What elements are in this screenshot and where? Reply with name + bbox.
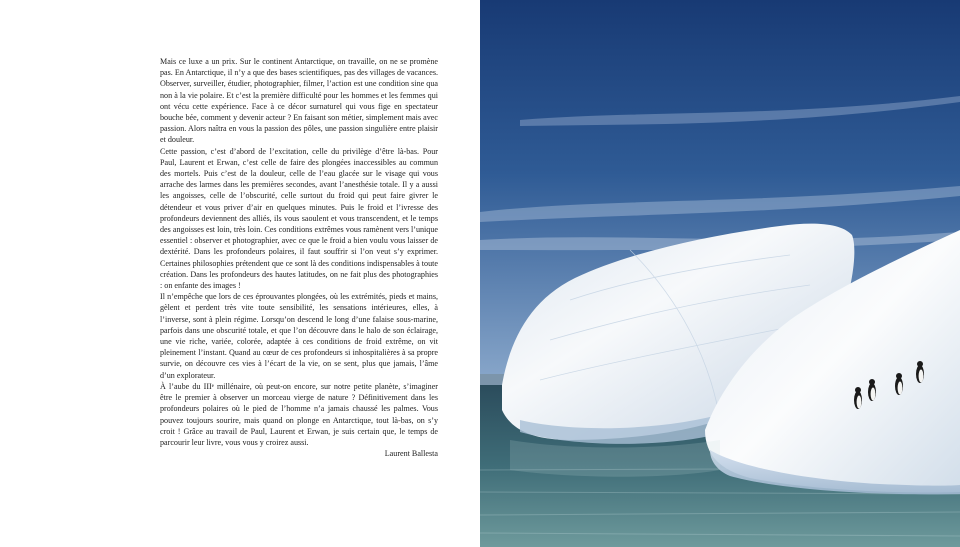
penguin-2 — [868, 379, 876, 401]
author-signature: Laurent Ballesta — [384, 449, 438, 459]
photo-page — [480, 0, 960, 547]
essay-text-block — [160, 56, 438, 459]
penguin-1 — [854, 387, 862, 409]
penguin-4 — [916, 361, 924, 383]
essay-paragraph-4: À l’aube du IIIᵉ millénaire, où peut-on encore, sur notre petite planète, s’imaginer être le premier à observer un morceau vierge de nature ? Définitivement dans les profondeurs polaires où le pied de l’homme n’a jamais chaussé les palmes. Vous pouvez toujours sourire, mais quand on plonge en Antarctique, tout là-bas, on s’y croit ! Grâce au travail de Paul, Laurent et Erwan, je suis certain que, le temps de parcourir leur livre, vous vous y croirez aussi. — [160, 381, 438, 447]
penguin-3 — [895, 373, 903, 395]
essay-paragraph-1: Mais ce luxe a un prix. Sur le continent Antarctique, on travaille, on ne se promène pas. En Antarctique, il n’y a que des bases scientifiques, pas des villages de vacances. Observer, surveiller, étudier, photographier, filmer, l’action est une condition sine qua non à la vie polaire. Et c’est la première difficulté pour les hommes et les femmes qui ont vécu cette expérience. Face à ce décor surnaturel qui vous fige en spectateur bouche bée, comment y devenir acteur ? En faisant son métier, simplement mais avec passion. Alors naîtra en vous la passion des pôles, une passion singulière entre plaisir et douleur. — [160, 57, 438, 145]
essay-paragraph-3: Il n’empêche que lors de ces éprouvantes plongées, où les extrémités, pieds et mains, gèlent et perdent très vite toute sensibilité, les sensations intérieures, elles, à l’inverse, sont à plein régime. Lorsqu’on descend le long d’une falaise sous-marine, parfois dans une obscurité totale, et que l’on découvre dans le halo de son éclairage, une vie riche, variée, colorée, adaptée à ces conditions de froid extrême, on vit pleinement l’instant. Quand au cœur de ces profondeurs si inhospitalières à sa propre survie, on découvre ces vies à l’écart de la vie, on se sent, plus que jamais, l’âme d’un explorateur. — [160, 292, 438, 380]
iceberg-photo — [480, 0, 960, 547]
essay-paragraph-2: Cette passion, c’est d’abord de l’excitation, celle du privilège d’être là-bas. Pour Paul, Laurent et Erwan, c’est celle de faire des plongées inaccessibles au commun des mortels. Puis c’est de la douleur, celle de l’eau glacée sur le visage qui vous arrache des larmes dans les premières secondes, avant l’anesthésie totale. Il y a aussi les angoisses, celle de l’obscurité, celle surtout du froid qui peut faire givrer le détendeur et vous priver d’air en quelques minutes. Puis le froid et l’ivresse des profondeurs deviennent des alliés, ils vous saoulent et vous transcendent, et le temps des angoisses est loin, très loin. Ces conditions extrêmes vous ramènent vers l’unique essentiel : observer et photographier, avec ce que le froid a bien voulu vous laisser de dextérité. Dans les profondeurs polaires, il faut souffrir si l’on veut s’y exprimer. Certaines philosophies prétendent que ce sont là des conditions indispensables à toute création. Dans les profondeurs des hautes latitudes, on ne fait plus des photographies : on enfante des images ! — [160, 146, 438, 291]
